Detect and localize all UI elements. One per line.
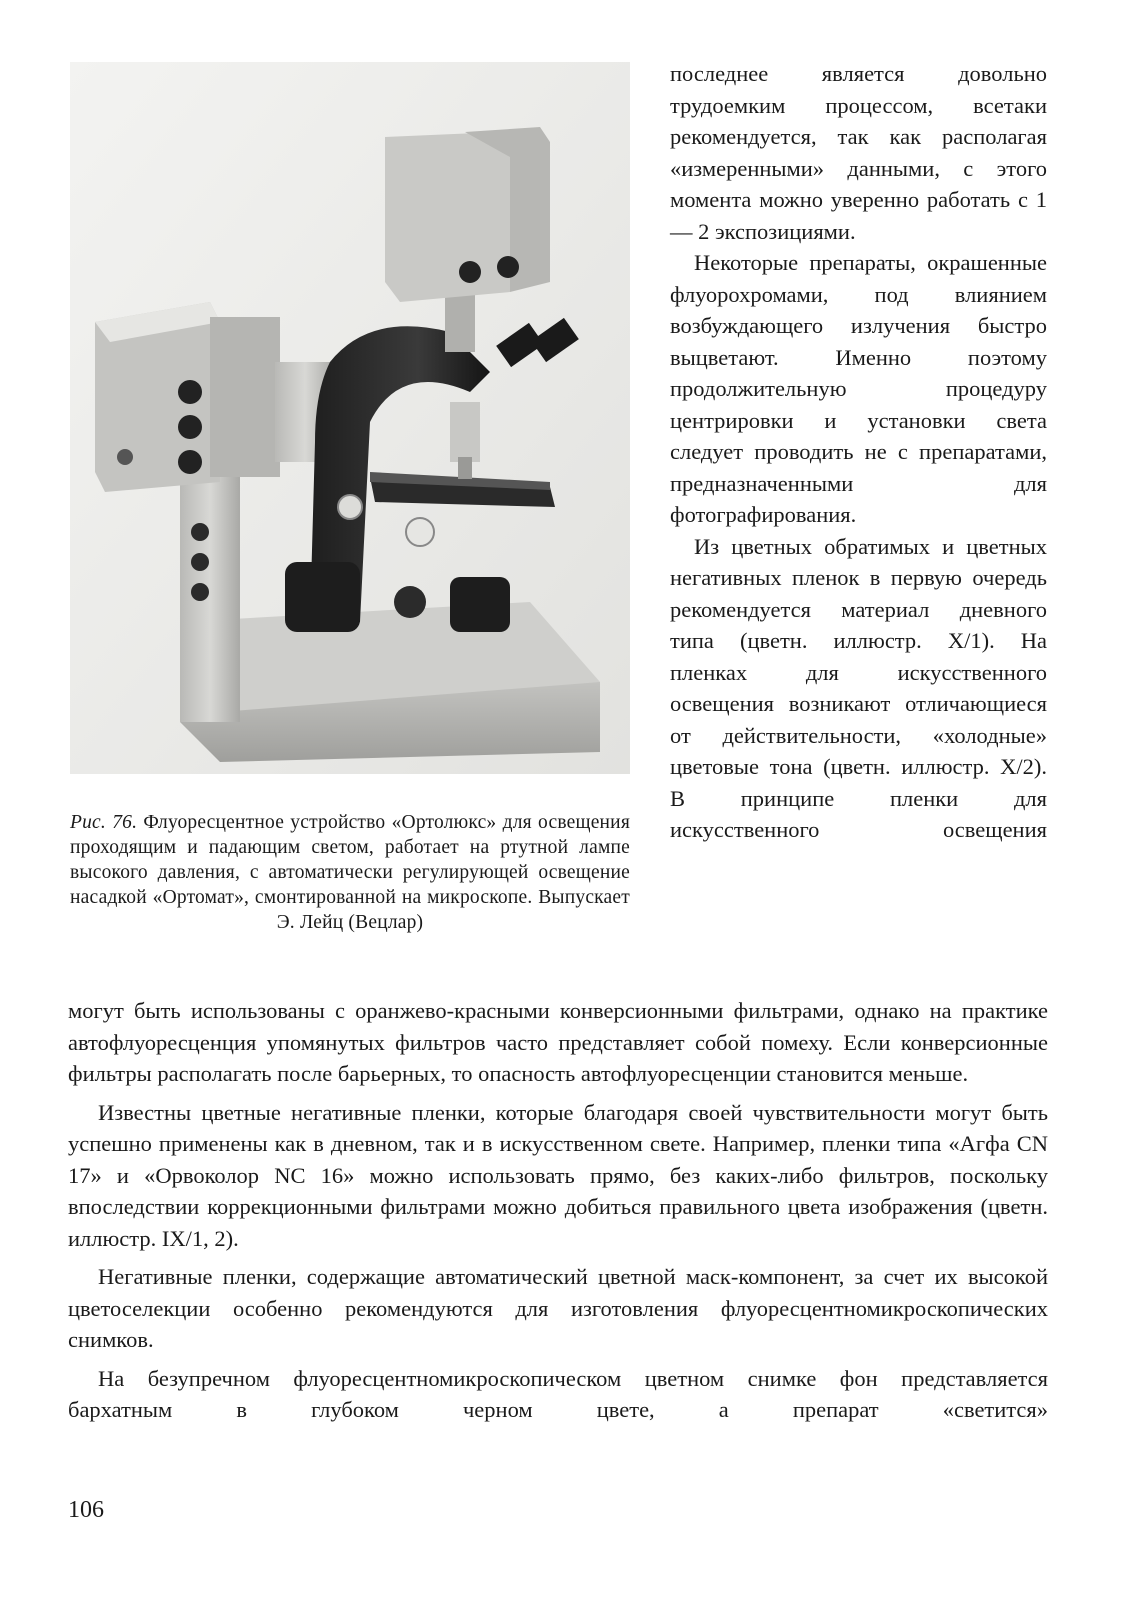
full-width-text (68, 995, 1048, 1426)
paragraph: Негативные пленки, содержащие автоматический цветной маск-компонент, за счет их высокой цветоселекции особенно рекомендуются для изготовления флуоресцентномикроскопических снимков. (68, 1264, 1048, 1352)
paragraph: Известны цветные негативные пленки, которые благодаря своей чувствительности могут быть успешно применены как в дневном, так и в искусственном свете. Например, пленки типа «Агфа CN 17» и «Орвоколор NC 16» можно использовать прямо, без каких-либо фильтров, поскольку впоследствии коррекционными фильтрами можно добиться правильного цвета изображения (цветн. иллюстр. IX/1, 2). (68, 1099, 1048, 1251)
figure-caption-text: Флуоресцентное устройство «Ортолюкс» для освещения проходящим и падающим светом, работает на ртутной лампе высокого давления, с автоматически регулирующей освещение насадкой «Ортомат», смонтированной на микроскопе. Выпускает Э. Лейц (Вецлар) (70, 811, 630, 933)
paragraph: могут быть использованы с оранжево-красными конверсионными фильтрами, однако на практике автофлуоресценция упомянутых фильтров часто представляет собой помеху. Если конверсионные фильтры располагать после барьерных, то опасность автофлуоресценции становится меньше. (68, 998, 1048, 1086)
page-number: 106 (68, 1497, 104, 1523)
figure-caption (70, 810, 630, 935)
paragraph: Некоторые препараты, окрашенные флуорохромами, под влиянием возбуждающего излучения быстро выцветают. Именно поэтому продолжительную процедуру центрировки и установки света следует проводить не с препаратами, предназначенными для фотографирования. (670, 250, 1047, 527)
figure-76 (70, 62, 630, 778)
paragraph: На безупречном флуоресцентномикроскопическом цветном снимке фон представляется бархатным в глубоком черном цвете, а препарат «светится» (68, 1365, 1048, 1422)
right-column (670, 58, 1047, 846)
paragraph: последнее является довольно трудоемким процессом, всетаки рекомендуется, так как располагая «измеренными» данными, с этого момента можно уверенно работать с 1 — 2 экспозициями. (670, 61, 1047, 244)
fluorescent-microscope-photo (70, 62, 630, 774)
figure-caption-label: Рис. 76. (70, 811, 138, 833)
paragraph: Из цветных обратимых и цветных негативных пленок в первую очередь рекомендуется материал дневного типа (цветн. иллюстр. X/1). На пленках для искусственного освещения возникают отличающиеся от действительности, «холодные» цветовые тона (цветн. иллюстр. X/2). В принципе пленки для искусственного освещения (670, 533, 1047, 842)
